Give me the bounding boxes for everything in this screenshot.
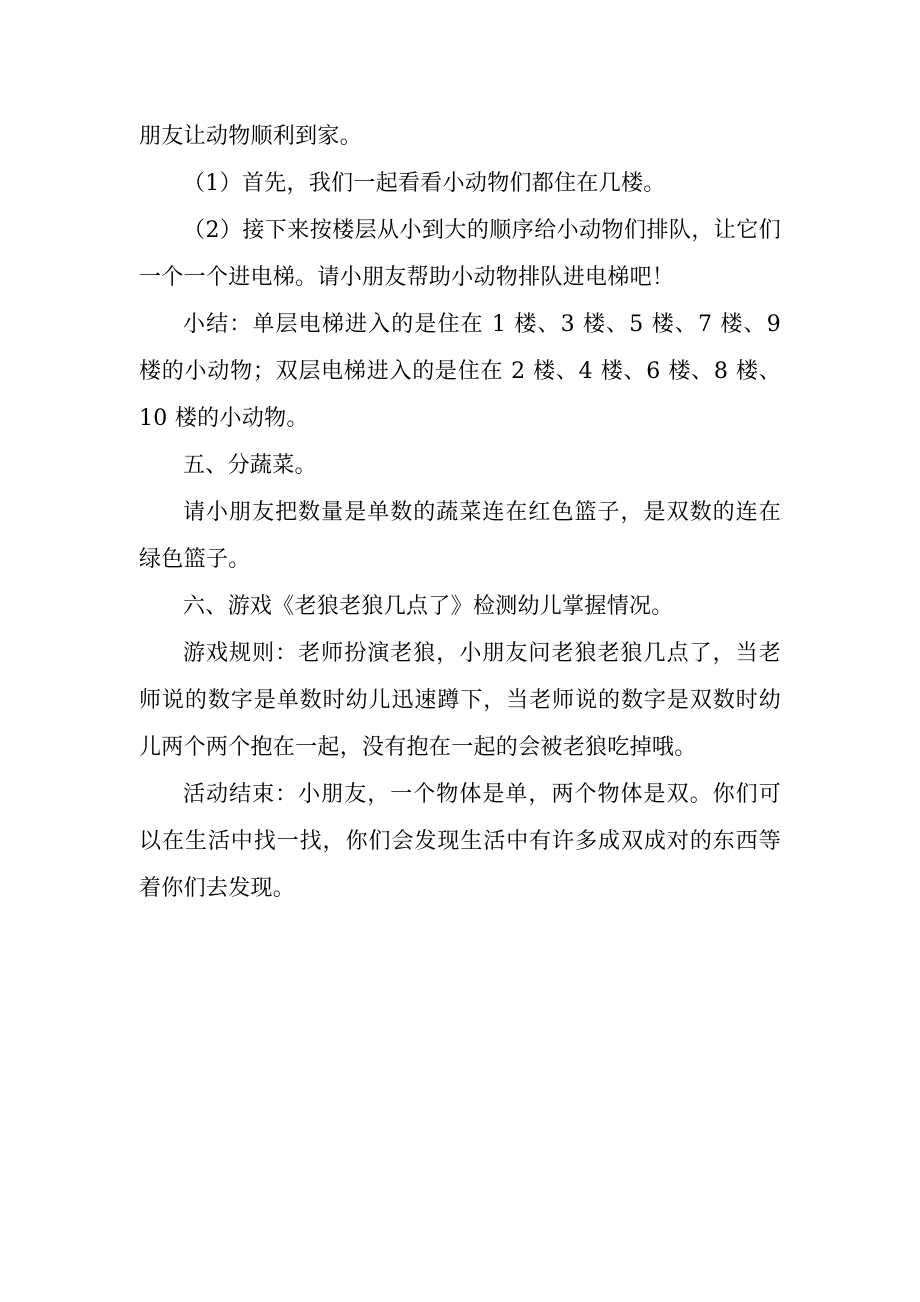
paragraph-activity-end: 活动结束：小朋友，一个物体是单，两个物体是双。你们可以在生活中找一找，你们会发现生活中有许多成双成对的东西等着你们去发现。 <box>139 782 781 901</box>
section-heading-five: 五、分蔬菜。 <box>183 453 317 478</box>
section-heading-six: 六、游戏《老狼老狼几点了》检测幼儿掌握情况。 <box>183 594 674 619</box>
paragraph-game-rules: 游戏规则：老师扮演老狼，小朋友问老狼老狼几点了，当老师说的数字是单数时幼儿迅速蹲下，当老师说的数字是双数时幼儿两个两个抱在一起，没有抱在一起的会被老狼吃掉哦。 <box>139 641 781 760</box>
paragraph-summary: 小结：单层电梯进入的是住在 1 楼、3 楼、5 楼、7 楼、9 楼的小动物；双层电梯进入的是住在 2 楼、4 楼、6 楼、8 楼、10 楼的小动物。 <box>139 312 781 431</box>
paragraph-step-1: （1）首先，我们一起看看小动物们都住在几楼。 <box>183 171 666 196</box>
paragraph-step-2: （2）接下来按楼层从小到大的顺序给小动物们排队，让它们一个一个进电梯。请小朋友帮助小动物排队进电梯吧！ <box>139 218 781 290</box>
document-page <box>139 113 781 912</box>
paragraph-continuation: 朋友让动物顺利到家。 <box>139 124 363 149</box>
paragraph-vegetables: 请小朋友把数量是单数的蔬菜连在红色篮子，是双数的连在绿色篮子。 <box>139 500 781 572</box>
